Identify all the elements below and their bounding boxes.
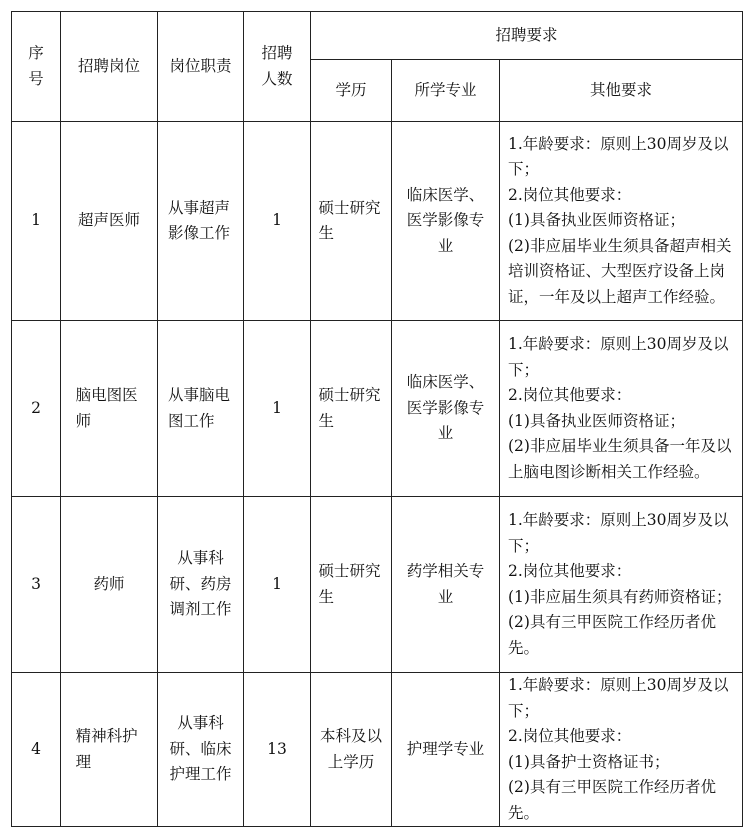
cell-count: 1 <box>244 497 311 673</box>
other-line: 2.岗位其他要求： <box>508 386 632 404</box>
header-education: 学历 <box>311 60 392 122</box>
cell-major: 临床医学、医学影像专业 <box>392 321 500 497</box>
cell-education: 硕士研究生 <box>311 497 392 673</box>
other-line: (2)具有三甲医院工作经历者优先。 <box>508 778 716 822</box>
other-line: (1)具备执业医师资格证； <box>508 211 685 230</box>
cell-duty: 从事超声影像工作 <box>158 122 244 321</box>
cell-position: 脑电图医师 <box>61 321 158 497</box>
other-line: (1)具备护士资格证书； <box>508 752 670 771</box>
cell-count: 13 <box>244 673 311 827</box>
cell-major: 临床医学、医学影像专业 <box>392 122 500 321</box>
other-line: (2)非应届毕业生须具备一年及以上脑电图诊断相关工作经验。 <box>508 437 732 481</box>
header-duty: 岗位职责 <box>158 12 244 122</box>
header-position: 招聘岗位 <box>61 12 158 122</box>
cell-seq: 3 <box>12 497 61 673</box>
cell-count: 1 <box>244 321 311 497</box>
cell-other <box>500 122 743 321</box>
cell-education: 硕士研究生 <box>311 321 392 497</box>
cell-position: 超声医师 <box>61 122 158 321</box>
cell-duty: 从事脑电图工作 <box>158 321 244 497</box>
other-line: 1.年龄要求：原则上30周岁及以下； <box>508 134 729 179</box>
other-line: (1)具备执业医师资格证； <box>508 411 685 430</box>
header-other: 其他要求 <box>500 60 743 122</box>
cell-position: 药师 <box>61 497 158 673</box>
cell-major: 护理学专业 <box>392 673 500 827</box>
cell-seq: 4 <box>12 673 61 827</box>
header-major: 所学专业 <box>392 60 500 122</box>
other-line: 1.年龄要求：原则上30周岁及以下； <box>508 511 729 555</box>
cell-count: 1 <box>244 122 311 321</box>
cell-other <box>500 673 743 827</box>
header-requirements: 招聘要求 <box>311 12 743 60</box>
header-seq: 序号 <box>12 12 61 122</box>
cell-other <box>500 321 743 497</box>
other-line: (2)具有三甲医院工作经历者优先。 <box>508 613 716 657</box>
other-line: 1.年龄要求：原则上30周岁及以下； <box>508 335 729 379</box>
table-row <box>12 122 743 321</box>
cell-position: 精神科护理 <box>61 673 158 827</box>
header-count: 招聘人数 <box>244 12 311 122</box>
cell-duty: 从事科研、临床护理工作 <box>158 673 244 827</box>
cell-duty: 从事科研、药房调剂工作 <box>158 497 244 673</box>
table-row <box>12 321 743 497</box>
table-row <box>12 673 743 827</box>
recruitment-table <box>11 11 743 827</box>
cell-seq: 1 <box>12 122 61 321</box>
cell-major: 药学相关专业 <box>392 497 500 673</box>
other-line: 1.年龄要求：原则上30周岁及以下； <box>508 676 729 720</box>
cell-seq: 2 <box>12 321 61 497</box>
other-line: (1)非应届生须具有药师资格证； <box>508 587 732 606</box>
cell-education: 本科及以上学历 <box>311 673 392 827</box>
other-line: 2.岗位其他要求： <box>508 562 632 580</box>
table-row <box>12 497 743 673</box>
other-line: (2)非应届毕业生须具备超声相关培训资格证、大型医疗设备上岗证，一年及以上超声工作经验。 <box>508 236 732 306</box>
other-line: 2.岗位其他要求： <box>508 185 632 204</box>
other-line: 2.岗位其他要求： <box>508 727 632 745</box>
cell-education: 硕士研究生 <box>311 122 392 321</box>
cell-other <box>500 497 743 673</box>
